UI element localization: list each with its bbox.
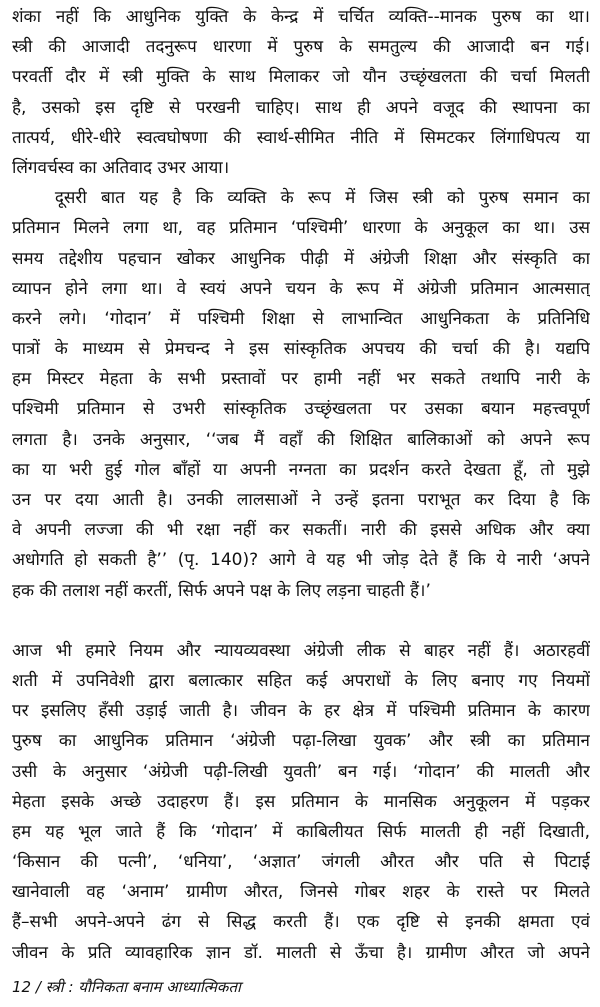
paragraph-3 (12, 636, 590, 968)
text-line: पर इसलिए हँसी उड़ाई जाती है। जीवन के हर क्षेत्र में पश्चिमी प्रतिमान के कारण (12, 701, 590, 722)
text-line: पात्रों के माध्यम से प्रेमचन्द ने इस सांस्कृतिक अपचय की चर्चा की है। यद्यपि (12, 339, 590, 360)
text-line: मेहता इसके अच्छे उदाहरण हैं। इस प्रतिमान के मानसिक अनुकूलन में पड़कर (12, 791, 590, 812)
text-line: आज भी हमारे नियम और न्यायव्यवस्था अंग्रेजी लीक से बाहर नहीं हैं। अठारहवीं (12, 640, 590, 661)
text-line: हक की तलाश नहीं करतीं, सिर्फ अपने पक्ष के लिए लड़ना चाहती हैं।’ (12, 580, 431, 601)
text-line: शंका नहीं कि आधुनिक युक्ति के केन्द्र में चर्चित व्यक्ति--मानक पुरुष का था। (12, 7, 590, 27)
text-line: दूसरी बात यह है कि व्यक्ति के रूप में जिस स्त्री को पुरुष समान का (12, 188, 590, 209)
text-line: का या भरी हुई गोल बाँहों या अपनी नग्नता का प्रदर्शन करते देखता हूँ, तो मुझे (12, 459, 590, 480)
text-line: व्यापन होने लगा था। वे स्वयं अपने चयन के रूप में अंग्रेजी प्रतिमान आत्मसात् (12, 278, 590, 299)
text-line: उसी के अनुसार ‘अंग्रेजी पढ़ी-लिखी युवती’ बन गई। ‘गोदान’ की मालती और (12, 761, 590, 782)
text-line: जीवन के प्रति व्यावहारिक ज्ञान डॉ. मालती से ऊँचा है। ग्रामीण औरत जो अपने (12, 942, 590, 963)
text-line: उन पर दया आती है। उनकी लालसाओं ने उन्हें इतना पराभूत कर दिया है कि (12, 490, 590, 510)
text-line: प्रतिमान मिलने लगा था, वह प्रतिमान ‘पश्चिमी’ धारणा के अनुकूल का था। उस (12, 218, 590, 239)
paragraph-gap (12, 606, 590, 636)
paragraph-2 (12, 183, 590, 606)
text-line: है, उसको इस दृष्टि से परखनी चाहिए। साथ ही अपने वजूद की स्थापना का (12, 97, 590, 118)
text-line: हम यह भूल जाते हैं कि ‘गोदान’ में काबिलीयत सिर्फ मालती ही नहीं दिखाती, (12, 821, 590, 842)
text-line: पश्चिमी प्रतिमान से उभरी सांस्कृतिक उच्छृंखलता पर उसका बयान महत्त्वपूर्ण (12, 399, 590, 420)
text-line: परवर्ती दौर में स्त्री मुक्ति के साथ मिलाकर जो यौन उच्छृंखलता की चर्चा मिलती (12, 67, 590, 88)
text-line: समय तद्देशीय पहचान खोकर आधुनिक पीढ़ी में अंग्रेजी शिक्षा और संस्कृति का (12, 248, 590, 269)
paragraph-1 (12, 2, 590, 183)
text-line: करने लगे। ‘गोदान’ में पश्चिमी शिक्षा से लाभान्वित आधुनिकता के प्रतिनिधि (12, 308, 590, 329)
text-line: वे अपनी लज्जा की भी रक्षा नहीं कर सकतीं। नारी की इससे अधिक और क्या (12, 520, 590, 541)
text-line: तात्पर्य, धीरे-धीरे स्वत्वघोषणा की स्वार्थ-सीमित नीति में सिमटकर लिंगाधिपत्य या (12, 127, 590, 148)
text-line: हम मिस्टर मेहता के सभी प्रस्तावों पर हामी नहीं भर सकते तथापि नारी के (12, 369, 590, 390)
text-line: पुरुष का आधुनिक प्रतिमान ‘अंग्रेजी पढ़ा-लिखा युवक’ और स्त्री का प्रतिमान (12, 731, 590, 752)
page-footer: 12 / स्त्री : यौनिकता बनाम आध्यात्मिकता (12, 978, 241, 996)
text-line: अधोगति हो सकती है’’ (पृ. 140)? आगे वे यह भी जोड़ देते हैं कि ये नारी ‘अपने (12, 550, 590, 571)
text-line: हैं–सभी अपने-अपने ढंग से सिद्ध करती हैं। एक दृष्टि से इनकी क्षमता एवं (12, 912, 590, 933)
text-line: खानेवाली वह ‘अनाम’ ग्रामीण औरत, जिनसे गोबर शहर के रास्ते पर मिलते (12, 882, 590, 903)
text-line: लिंगवर्चस्व का अतिवाद उभर आया। (12, 157, 230, 178)
text-line: स्त्री की आजादी तदनुरूप धारणा में पुरुष के समतुल्य की आजादी बन गई। (12, 37, 590, 58)
text-line: ‘किसान की पत्नी’, ‘धनिया’, ‘अज्ञात’ जंगली औरत और पति से पिटाई (12, 852, 590, 873)
text-line: शती में उपनिवेशी द्वारा बलात्कार सहित कई अपराधों के लिए बनाए गए नियमों (12, 670, 590, 691)
text-line: लगता है। उनके अनुसार, ‘‘जब मैं वहाँ की शिक्षित बालिकाओं को अपने रूप (12, 429, 590, 450)
